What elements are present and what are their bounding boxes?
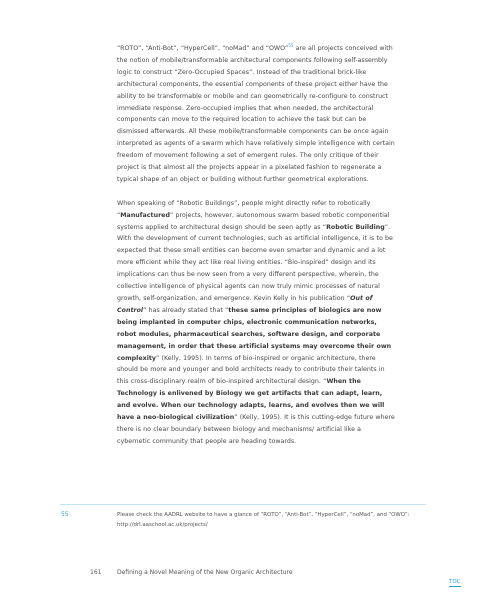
paragraph-2	[117, 198, 395, 448]
footnote-number: 55	[61, 511, 69, 518]
book-title: Out of Control	[117, 295, 373, 314]
page-number: 161	[90, 569, 102, 576]
footnote-line: Please check the AADRL website to have a glance of “ROTO”, “Anti-Bot”, “HyperCell”, “noMad”, and “OWO”:	[117, 512, 410, 518]
text-run: ” has already stated that “	[143, 306, 229, 314]
text-run: are all projects conceived with the notion of mobile/transformable architectural components following self-assembly logic to construct “Zero-Occupied Spaces”. Instead of the traditional brick-like architectural components, the essential components of these project either have the ability to be transformable or mobile and can geometrically re-configure to construct immediate response. Zero-occupied implies that when needed, the architectural components can move to the required location to achieve the task but can be dismissed afterwards. All these mobile/transformable components can be once again interpreted as agents of a swarm which have relatively simple intelligence with certain freedom of movement following a set of emergent rules. The only critique of their project is that almost all the projects appear in a pixelated fashion to regenerate a typical shape of an object or building without further geometrical explorations.	[117, 45, 395, 183]
bold-quote: When the Technology is enlivened by Biology we get artifacts that can adapt, learn, and evolve. When our technology adapts, learns, and evolves then we will have a neo-biological civilization	[117, 378, 385, 422]
running-head: Defining a Novel Meaning of the New Organic Architecture	[117, 569, 293, 576]
text-run: When speaking of “Robotic Buildings”, people might directly refer to robotically “	[117, 199, 371, 219]
text-run: ” projects, however, autonomous swarm based robotic componential systems applied to architectural design should be seen aptly as “	[117, 211, 390, 231]
paragraph-1	[117, 43, 395, 186]
footnote-ref[interactable]: 55	[288, 42, 294, 48]
text-run: ” (Kelly, 1995). In terms of bio-inspired or organic architecture, there should be more and younger and bold architects ready to contribute their talents in this cross-disciplinary realm of bio-inspired architectural design. “	[117, 354, 385, 386]
toc-link[interactable]: TOC	[449, 579, 461, 585]
bold-term: Manufactured	[120, 211, 170, 219]
footnote-text	[117, 511, 417, 530]
bold-term: Robotic Building	[326, 223, 385, 231]
text-run: ”. With the development of current technologies, such as artificial intelligence, it is to be expected that these small entities can become even smarter and dynamic and a lot more efficient while they act like real living entities. “Bio-inspired” design and its implications can thus be now seen from a very different perspective, wherein, the collective intelligence of physical agents can now truly mimic processes of natural growth, self-organization, and emergence. Kevin Kelly in his publication “	[117, 223, 393, 303]
footnote-url[interactable]: http://drl.aaschool.ac.uk/projects/	[117, 521, 208, 528]
text-run: ” (Kelly, 1995). It is this cutting-edge future where there is no clear boundary between biology and mechanisms/ artificial like a cybernetic community that people are heading towards.	[117, 414, 395, 445]
footnote-divider	[60, 504, 426, 505]
bold-quote: these same principles of biologics are now being implanted in computer chips, electronic communication networks, robot modules, pharmaceutical searches, software design, and corporate management, in order that these artificial systems may overcome their own complexity	[117, 306, 392, 362]
body-text	[117, 43, 395, 448]
text-run: “ROTO”, “Anti-Bot”, “HyperCell”, “noMad” and “OWO”	[117, 45, 289, 52]
